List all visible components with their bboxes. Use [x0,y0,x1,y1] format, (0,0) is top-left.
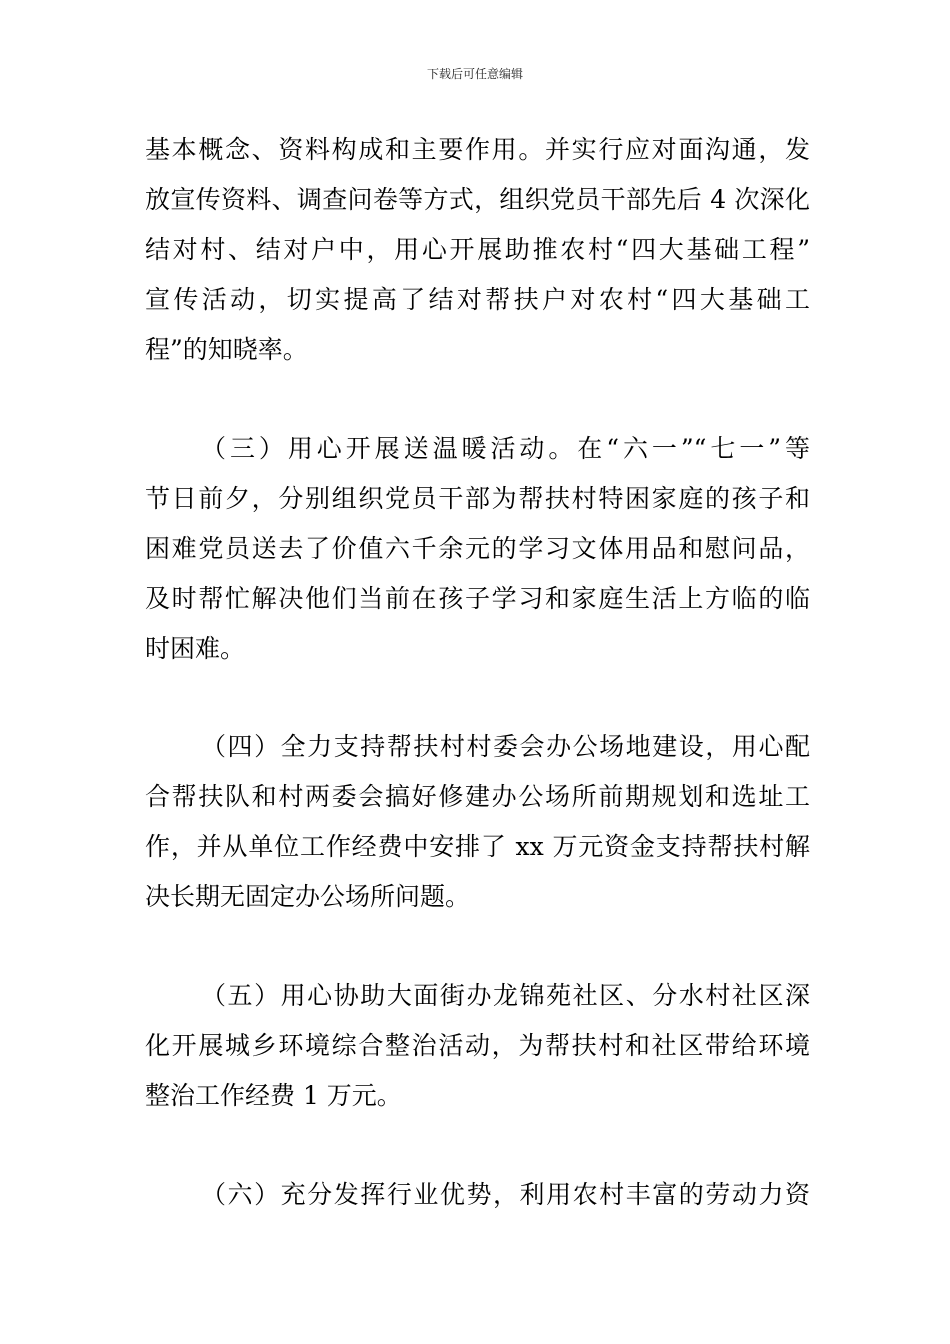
text-line: （六）充分发挥行业优势，利用农村丰富的劳动力资 [201,1180,810,1209]
text-line: 程”的知晓率。 [145,335,308,364]
text-line: 时困难。 [145,634,246,663]
text-line: 结对村、结对户中，用心开展助推农村“四大基础工程” [145,235,810,264]
paragraph-section-5 [145,971,810,1121]
text-line: 放宣传资料、调查问卷等方式，组织党员干部先后 4 次深化 [145,185,810,214]
paragraph-intro [145,125,810,375]
text-line: 节日前夕，分别组织党员干部为帮扶村特困家庭的孩子和 [145,484,810,513]
paragraph-section-4 [145,722,810,922]
text-line: 基本概念、资料构成和主要作用。并实行应对面沟通，发 [145,135,810,164]
text-line: （三）用心开展送温暖活动。在“六一”“七一”等 [201,434,810,463]
text-line: 化开展城乡环境综合整治活动，为帮扶村和社区带给环境 [145,1031,810,1060]
text-line: 及时帮忙解决他们当前在孩子学习和家庭生活上方临的临 [145,584,810,613]
text-line: 作，并从单位工作经费中安排了 xx 万元资金支持帮扶村解 [145,832,810,861]
text-line: （四）全力支持帮扶村村委会办公场地建设，用心配 [201,732,810,761]
paragraph-section-3 [145,424,810,674]
text-line: 决长期无固定办公场所问题。 [145,882,471,911]
text-line: 困难党员送去了价值六千余元的学习文体用品和慰问品， [145,534,810,563]
text-line: 宣传活动，切实提高了结对帮扶户对农村“四大基础工 [145,285,810,314]
page-header: 下载后可任意编辑 [426,67,523,81]
paragraph-section-6 [145,1170,810,1220]
text-line: （五）用心协助大面街办龙锦苑社区、分水村社区深 [201,981,810,1010]
text-line: 整治工作经费 1 万元。 [145,1081,402,1110]
text-line: 合帮扶队和村两委会搞好修建办公场所前期规划和选址工 [145,782,810,811]
